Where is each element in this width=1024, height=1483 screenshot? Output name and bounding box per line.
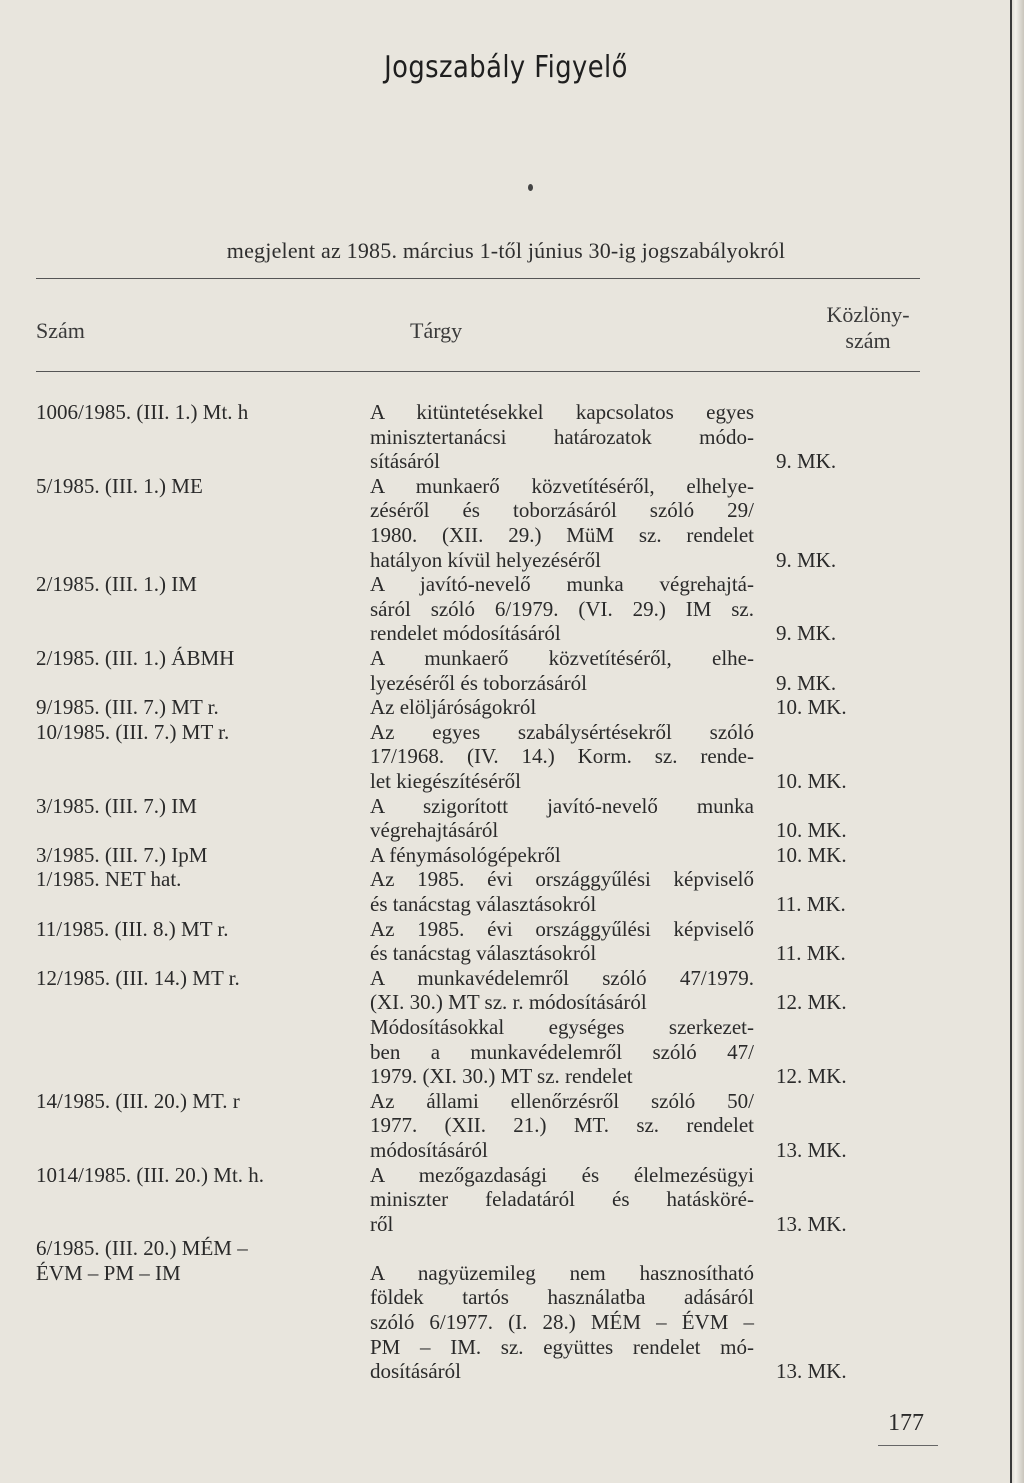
legislation-number-line: ÉVM – PM – IM xyxy=(36,1260,181,1285)
legislation-subject-line: minisztertanácsi határozatok módo- xyxy=(370,424,754,449)
legislation-subject-line: PM – IM. sz. együttes rendelet mó- xyxy=(370,1334,754,1359)
legislation-subject-line: A munkaerő közvetítéséről, elhelye- xyxy=(370,473,754,498)
legislation-subject-line xyxy=(370,1236,754,1261)
legislation-subject-line: A javító-nevelő munka végrehajtá- xyxy=(370,572,754,597)
legislation-number xyxy=(36,917,356,942)
gazette-reference: 11. MK. xyxy=(776,941,846,966)
legislation-number xyxy=(36,474,356,499)
column-header-gazette-line1: Közlöny- xyxy=(826,302,910,327)
legislation-subject-line: és tanácstag választásokról xyxy=(370,891,597,916)
legislation-subject-line: A nagyüzemileg nem hasznosítható xyxy=(370,1260,754,1285)
gazette-reference: 13. MK. xyxy=(776,1359,847,1384)
legislation-number-line: 6/1985. (III. 20.) MÉM – xyxy=(36,1236,248,1261)
list-item xyxy=(0,867,1012,916)
gazette-reference: 12. MK. xyxy=(776,1064,847,1089)
legislation-subject-line: 1980. (XII. 29.) MüM sz. rendelet xyxy=(370,522,754,547)
legislation-number-line: 12/1985. (III. 14.) MT r. xyxy=(36,965,240,990)
page-subtitle: megjelent az 1985. március 1-től június 30-ig jogszabályokról xyxy=(226,238,786,263)
gazette-reference: 9. MK. xyxy=(776,670,837,695)
page-title: Jogszabály Figyelő xyxy=(384,50,628,85)
legislation-subject-line: A munkaerő közvetítéséről, elhe- xyxy=(370,645,754,670)
ink-dot xyxy=(528,184,533,191)
legislation-subject-line: Az 1985. évi országgyűlési képviselő xyxy=(370,867,754,892)
legislation-number-line: 3/1985. (III. 7.) IpM xyxy=(36,842,208,867)
list-item xyxy=(0,917,1012,966)
page-edge xyxy=(1010,0,1024,1483)
legislation-subject-line: Az állami ellenőrzésről szóló 50/ xyxy=(370,1088,754,1113)
gazette-reference: 11. MK. xyxy=(776,891,846,916)
legislation-subject xyxy=(370,474,754,572)
legislation-number xyxy=(36,966,356,991)
list-item xyxy=(0,695,1012,720)
legislation-subject-line: sáról szóló 6/1979. (VI. 29.) IM sz. xyxy=(370,596,754,621)
page-edge-line xyxy=(1010,0,1012,1483)
legislation-number-line: 11/1985. (III. 8.) MT r. xyxy=(36,916,229,941)
legislation-subject xyxy=(370,646,754,695)
legislation-number-line: 1/1985. NET hat. xyxy=(36,867,182,892)
legislation-subject-line: A munkavédelemről szóló 47/1979. xyxy=(370,965,754,990)
legislation-subject xyxy=(370,917,754,966)
legislation-subject-line: dosításáról xyxy=(370,1359,461,1384)
legislation-number xyxy=(36,400,356,425)
legislation-number xyxy=(36,794,356,819)
legislation-number xyxy=(36,1089,356,1114)
column-header-gazette-line2: szám xyxy=(845,328,891,353)
legislation-number xyxy=(36,1236,356,1285)
legislation-number xyxy=(36,646,356,671)
header-top-rule xyxy=(36,278,920,279)
legislation-number xyxy=(36,867,356,892)
page-number-rule xyxy=(878,1445,938,1446)
legislation-subject-line: hatályon kívül helyezéséről xyxy=(370,547,601,572)
legislation-number xyxy=(36,720,356,745)
legislation-subject-line: let kiegészítéséről xyxy=(370,768,522,793)
legislation-number-line: 2/1985. (III. 1.) ÁBMH xyxy=(36,645,235,670)
header-bottom-rule xyxy=(36,371,920,372)
gazette-reference: 10. MK. xyxy=(776,842,847,867)
legislation-subject-line: Az egyes szabálysértésekről szóló xyxy=(370,719,754,744)
legislation-subject xyxy=(370,867,754,916)
legislation-number-line: 3/1985. (III. 7.) IM xyxy=(36,793,197,818)
legislation-subject xyxy=(370,966,754,1015)
legislation-subject xyxy=(370,843,754,868)
legislation-subject-line: rendelet módosításáról xyxy=(370,621,561,646)
legislation-subject-line: módosításáról xyxy=(370,1137,488,1162)
legislation-number xyxy=(36,695,356,720)
legislation-number-line: 1006/1985. (III. 1.) Mt. h xyxy=(36,400,249,424)
gazette-reference: 13. MK. xyxy=(776,1137,847,1162)
gazette-reference: 10. MK. xyxy=(776,818,847,843)
column-header-number: Szám xyxy=(36,318,85,343)
legislation-subject xyxy=(370,400,754,474)
gazette-reference: 9. MK. xyxy=(776,449,837,474)
legislation-subject xyxy=(370,1236,754,1384)
legislation-subject-line: zéséről és toborzásáról szóló 29/ xyxy=(370,498,754,523)
legislation-subject-line: (XI. 30.) MT sz. r. módosításáról xyxy=(370,990,647,1015)
legislation-number-line: 14/1985. (III. 20.) MT. r xyxy=(36,1088,240,1113)
gazette-reference: 9. MK. xyxy=(776,547,837,572)
legislation-list xyxy=(0,400,1012,1384)
gazette-reference: 10. MK. xyxy=(776,695,847,720)
legislation-number-line: 10/1985. (III. 7.) MT r. xyxy=(36,719,230,744)
legislation-subject xyxy=(370,794,754,843)
legislation-number-line: 2/1985. (III. 1.) IM xyxy=(36,572,197,597)
gazette-reference: 10. MK. xyxy=(776,768,847,793)
column-header-subject: Tárgy xyxy=(410,318,463,343)
list-item xyxy=(0,966,1012,1015)
page-number: 177 xyxy=(888,1410,924,1436)
gazette-reference: 13. MK. xyxy=(776,1211,847,1236)
legislation-subject xyxy=(370,572,754,646)
legislation-subject-line: sításáról xyxy=(370,449,440,474)
legislation-number xyxy=(36,843,356,868)
list-item xyxy=(0,794,1012,843)
legislation-subject-line: A kitüntetésekkel kapcsolatos egyes xyxy=(370,400,754,424)
legislation-number xyxy=(36,572,356,597)
legislation-subject-line: lyezéséről és toborzásáról xyxy=(370,670,587,695)
legislation-subject-line: Az 1985. évi országgyűlési képviselő xyxy=(370,916,754,941)
list-item xyxy=(0,1236,1012,1384)
legislation-subject-line: 1977. (XII. 21.) MT. sz. rendelet xyxy=(370,1113,754,1138)
list-item xyxy=(0,572,1012,646)
legislation-subject-line: Az elöljáróságokról xyxy=(370,695,537,720)
legislation-subject-line: végrehajtásáról xyxy=(370,818,499,843)
list-item xyxy=(0,646,1012,695)
legislation-number-line: 5/1985. (III. 1.) ME xyxy=(36,473,203,498)
legislation-subject xyxy=(370,695,754,720)
legislation-subject xyxy=(370,1089,754,1163)
list-item xyxy=(0,1163,1012,1237)
list-item xyxy=(0,1089,1012,1163)
column-header-gazette xyxy=(808,302,928,354)
legislation-number xyxy=(36,1163,356,1188)
legislation-number-line: 1014/1985. (III. 20.) Mt. h. xyxy=(36,1162,265,1187)
legislation-subject-line: Módosításokkal egységes szerkezet- xyxy=(370,1014,754,1039)
list-item xyxy=(0,400,1012,474)
list-item xyxy=(0,843,1012,868)
legislation-subject-line: ben a munkavédelemről szóló 47/ xyxy=(370,1039,754,1064)
list-item xyxy=(0,720,1012,794)
legislation-subject-line: földek tartós használatba adásáról xyxy=(370,1285,754,1310)
legislation-subject-line: A mezőgazdasági és élelmezésügyi xyxy=(370,1162,754,1187)
legislation-subject-line: A fénymásológépekről xyxy=(370,842,561,867)
legislation-subject-line: és tanácstag választásokról xyxy=(370,941,597,966)
legislation-subject-line: ről xyxy=(370,1211,394,1236)
legislation-subject xyxy=(370,1163,754,1237)
legislation-subject xyxy=(370,1015,754,1089)
legislation-subject-line: 17/1968. (IV. 14.) Korm. sz. rende- xyxy=(370,744,754,769)
legislation-subject-line: A szigorított javító-nevelő munka xyxy=(370,793,754,818)
gazette-reference: 9. MK. xyxy=(776,621,837,646)
legislation-number-line: 9/1985. (III. 7.) MT r. xyxy=(36,695,219,720)
list-item xyxy=(0,474,1012,572)
legislation-subject-line: szóló 6/1977. (I. 28.) MÉM – ÉVM – xyxy=(370,1310,754,1335)
legislation-subject-line: 1979. (XI. 30.) MT sz. rendelet xyxy=(370,1064,633,1089)
gazette-reference: 12. MK. xyxy=(776,990,847,1015)
list-item xyxy=(0,1015,1012,1089)
legislation-subject-line: miniszter feladatáról és hatásköré- xyxy=(370,1187,754,1212)
legislation-subject xyxy=(370,720,754,794)
